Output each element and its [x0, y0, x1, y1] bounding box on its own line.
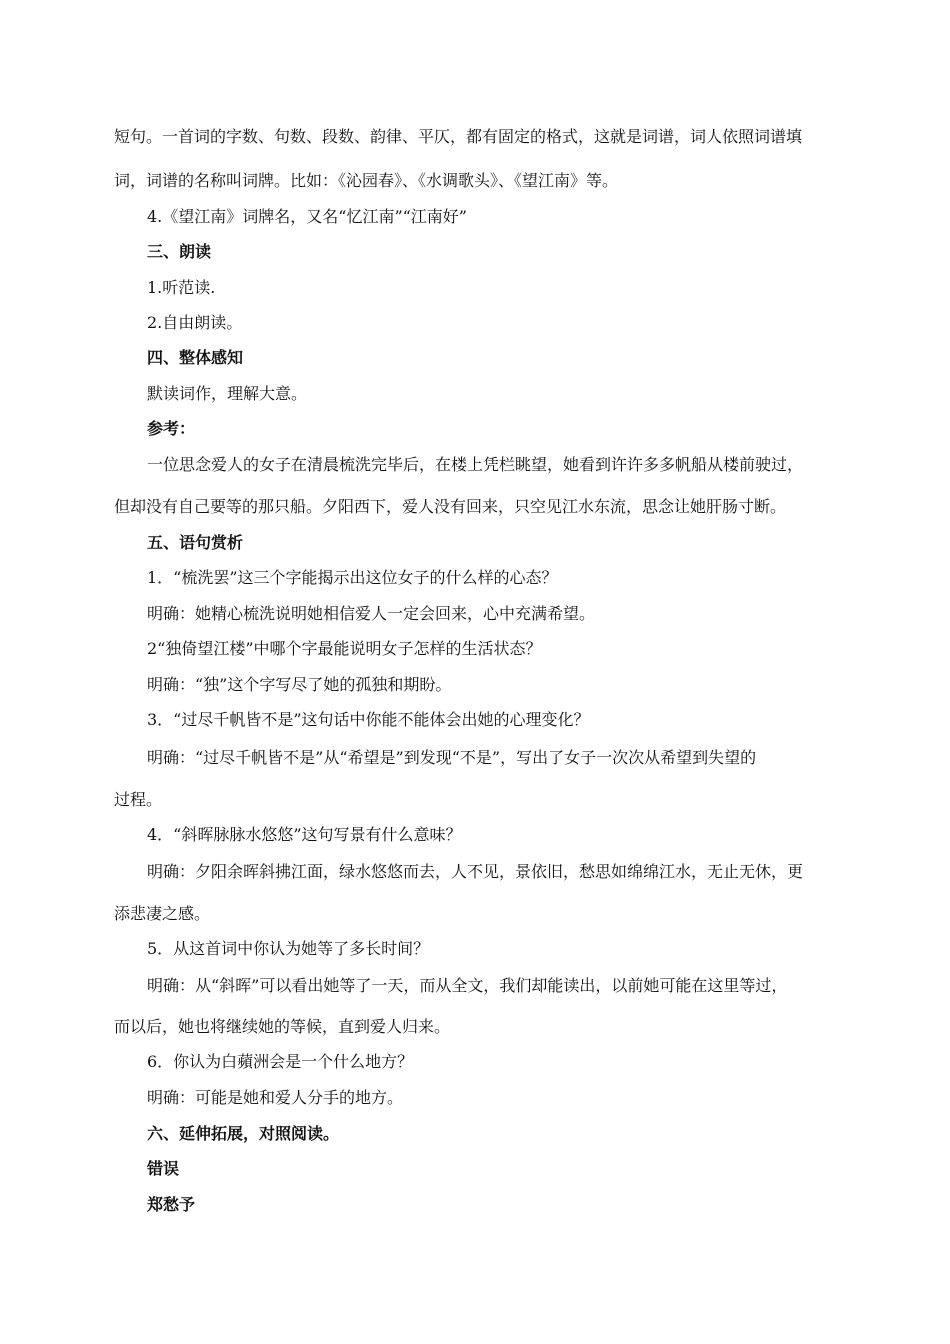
section-heading: 四、整体感知: [147, 348, 244, 367]
answer-line: 添悲凄之感。: [114, 904, 211, 923]
answer-line: 过程。: [114, 790, 163, 809]
paragraph-line: 4.《望江南》词牌名，又名“忆江南”“江南好”: [147, 207, 467, 226]
paragraph-line: 2.自由朗读。: [147, 313, 243, 332]
section-heading: 五、语句赏析: [147, 533, 244, 552]
question-line: 3．“过尽千帆皆不是”这句话中你能不能体会出她的心理变化？: [147, 710, 590, 729]
reference-label: 参考：: [147, 419, 196, 438]
poem-title: 错误: [147, 1159, 180, 1178]
answer-line: 明确：她精心梳洗说明她相信爱人一定会回来，心中充满希望。: [147, 604, 596, 623]
answer-line: 明确：可能是她和爱人分手的地方。: [147, 1088, 404, 1107]
question-line: 5．从这首词中你认为她等了多长时间？: [147, 939, 430, 958]
answer-line: 明确：“过尽千帆皆不是”从“希望是”到发现“不是”，写出了女子一次次从希望到失望的: [147, 748, 757, 767]
question-line: 2“独倚望江楼”中哪个字最能说明女子怎样的生活状态？: [147, 639, 542, 658]
question-line: 4．“斜晖脉脉水悠悠”这句写景有什么意味？: [147, 825, 462, 844]
paragraph-line: 短句。一首词的字数、句数、段数、韵律、平仄，都有固定的格式，这就是词谱，词人依照词谱填: [114, 127, 803, 146]
question-line: 1．“梳洗罢”这三个字能揭示出这位女子的什么样的心态？: [147, 568, 558, 587]
paragraph-line: 默读词作，理解大意。: [147, 384, 308, 403]
question-line: 6．你认为白蘋洲会是一个什么地方？: [147, 1052, 414, 1071]
section-heading: 三、朗读: [147, 242, 212, 261]
paragraph-line: 词，词谱的名称叫词牌。比如：《沁园春》、《水调歌头》、《望江南》等。: [114, 171, 619, 190]
answer-line: 而以后，她也将继续她的等候，直到爱人归来。: [114, 1017, 451, 1036]
answer-line: 明确：从“斜晖”可以看出她等了一天，而从全文，我们却能读出，以前她可能在这里等过，: [147, 976, 788, 995]
answer-line: 明确：夕阳余晖斜拂江面，绿水悠悠而去，人不见，景依旧，愁思如绵绵江水，无止无休，更: [147, 862, 804, 881]
paragraph-line: 一位思念爱人的女子在清晨梳洗完毕后，在楼上凭栏眺望，她看到许许多多帆船从楼前驶过，: [147, 455, 804, 474]
section-heading: 六、延伸拓展，对照阅读。: [147, 1124, 340, 1143]
answer-line: 明确：“独”这个字写尽了她的孤独和期盼。: [147, 675, 452, 694]
paragraph-line: 但却没有自己要等的那只船。夕阳西下，爱人没有回来，只空见江水东流，思念让她肝肠寸断。: [114, 497, 787, 516]
paragraph-line: 1.听范读.: [147, 278, 216, 297]
poem-author: 郑愁予: [147, 1195, 196, 1214]
